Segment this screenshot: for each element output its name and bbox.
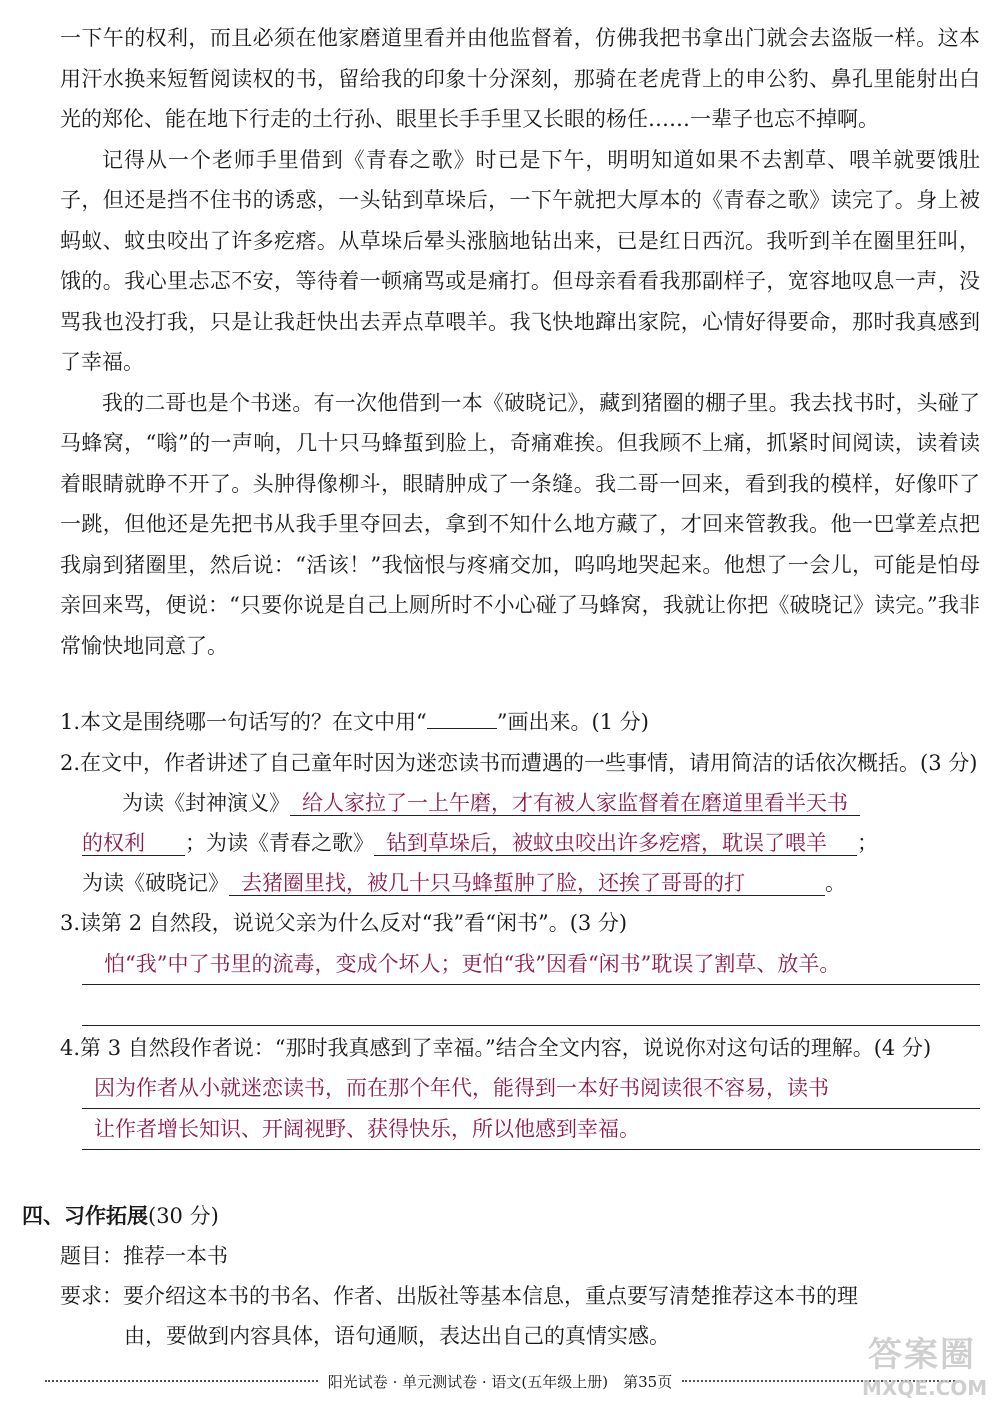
page-footer — [35, 1366, 965, 1396]
question-3: 3.读第 2 自然段，说说父亲为什么反对“我”看“闲书”。(3 分) — [60, 911, 628, 935]
footer-text: 阳光试卷 · 单元测试卷 · 语文(五年级上册) 第35页 — [327, 1372, 673, 1391]
question-4: 4.第 3 自然段作者说：“那时我真感到了幸福。”结合全文内容，说说你对这句话的理解。(4 分) — [60, 1035, 932, 1060]
question-4-answer-line-2: 让作者增长知识、开阔视野、获得快乐，所以他感到幸福。 — [82, 1109, 980, 1150]
watermark-logo — [862, 1327, 988, 1402]
writing-section — [22, 1196, 980, 1356]
q2-answer-1a: 给人家拉了一上午磨，才有被人家监督着在磨道里看半天书 — [290, 791, 860, 816]
passage-paragraph-1: 一下午的权利，而且必须在他家磨道里看并由他监督着，仿佛我把书拿出门就会去盗版一样。这本用汗水换来短暂阅读权的书，留给我的印象十分深刻，那骑在老虎背上的申公豹、鼻孔里能射出白光的郑伦、能在地下行走的土行孙、眼里长手手里又长眼的杨任……一辈子也忘不掉啊。 — [60, 26, 980, 131]
question-1 — [60, 702, 980, 743]
question-2-answers — [60, 783, 980, 903]
question-1-text-a: 1.本文是围绕哪一句话写的？在文中用“ — [60, 710, 427, 734]
section-4-score: (30 分) — [148, 1204, 219, 1228]
section-4-requirement-1: 要求：要介绍这本书的书名、作者、出版社等基本信息，重点要写清楚推荐这本书的理 — [60, 1284, 858, 1308]
question-1-blank — [427, 705, 497, 729]
passage-paragraph-2: 记得从一个老师手里借到《青春之歌》时已是下午，明明知道如果不去割草、喂羊就要饿肚子，但还是挡不住书的诱惑，一头钻到草垛后，一下午就把大厚本的《青春之歌》读完了。身上被蚂蚁、蚊虫咬出了许多疙瘩。从草垛后晕头涨脑地钻出来，已是红日西沉。我听到羊在圈里狂叫，饿的。我心里忐忑不安，等待着一顿痛骂或是痛打。但母亲看看我那副样子，宽容地叹息一声，没骂我也没打我，只是让我赶快出去弄点草喂羊。我飞快地蹿出家院，心情好得要命，那时我真感到了幸福。 — [60, 147, 980, 374]
question-3-answer: 怕“我”中了书里的流毒，变成个坏人；更怕“我”因看“闲书”耽误了割草、放羊。 — [82, 944, 980, 985]
question-1-text-b: ”画出来。(1 分) — [496, 710, 649, 734]
watermark-bottom-text: MXQE.COM — [862, 1376, 988, 1400]
question-3-blank-line — [82, 985, 980, 1026]
section-4-topic: 题目：推荐一本书 — [60, 1244, 228, 1268]
q2-answer-1b: 的权利 — [82, 831, 185, 856]
reading-passage — [60, 18, 980, 666]
q2-sep-2: ； — [857, 831, 878, 855]
q2-end: 。 — [825, 871, 846, 895]
q2-label-qingchun: ；为读《青春之歌》 — [185, 831, 374, 855]
passage-paragraph-3: 我的二哥也是个书迷。有一次他借到一本《破晓记》，藏到猪圈的棚子里。我去找书时，头碰了马蜂窝，“嗡”的一声响，几十只马蜂蜇到脸上，奇痛难挨。但我顾不上痛，抓紧时间阅读，读着读着眼睛就睁不开了。头肿得像柳斗，眼睛肿成了一条缝。我二哥一回来，看到我的模样，好像吓了一跳，但他还是先把书从我手里夺回去，拿到不知什么地方藏了，才回来管教我。他一巴掌差点把我扇到猪圈里，然后说：“活该！”我恼恨与疼痛交加，呜呜地哭起来。他想了一会儿，可能是怕母亲回来骂，便说：“只要你说是自己上厕所时不小心碰了马蜂窝，我就让你把《破晓记》读完。”我非常愉快地同意了。 — [60, 390, 980, 658]
watermark-top-text: 答案圈 — [868, 1335, 976, 1375]
q2-answer-2: 钻到草垛后，被蚊虫咬出许多疙瘩，耽误了喂羊 — [374, 831, 857, 856]
q2-label-fengshen: 为读《封神演义》 — [122, 791, 290, 815]
question-2: 2.在文中，作者讲述了自己童年时因为迷恋读书而遭遇的一些事情，请用简洁的话依次概括。(3 分) — [60, 750, 978, 775]
section-4-title: 四、习作拓展 — [22, 1203, 148, 1228]
q2-label-poxiao: 为读《破晓记》 — [82, 871, 229, 895]
question-list — [60, 702, 980, 1150]
question-4-answer-line-1: 因为作者从小就迷恋读书，而在那个年代，能得到一本好书阅读很不容易，读书 — [82, 1068, 980, 1109]
section-4-requirement-2: 由，要做到内容具体，语句通顺，表达出自己的真情实感。 — [124, 1324, 670, 1348]
q2-answer-3: 去猪圈里找，被几十只马蜂蜇肿了脸，还挨了哥哥的打 — [229, 871, 825, 896]
footer-dots-left — [45, 1380, 318, 1382]
